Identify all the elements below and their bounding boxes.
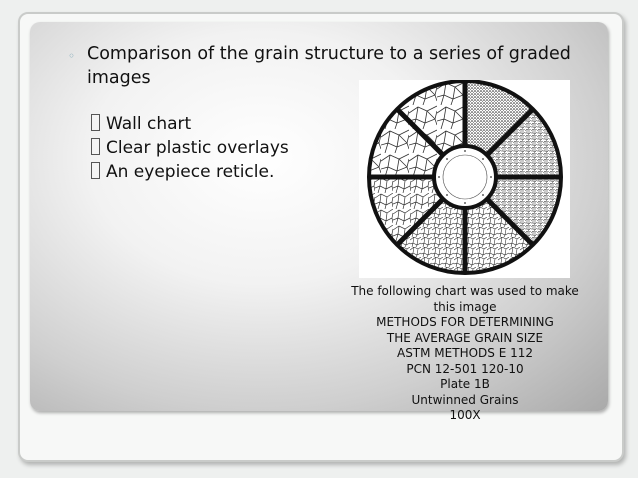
sub-bullet-icon (91, 138, 100, 155)
caption-line: 100X (449, 408, 481, 422)
sub-item-label: An eyepiece reticle. (106, 162, 275, 182)
caption-line: Plate 1B (440, 377, 490, 391)
grain-chart-svg (359, 80, 570, 278)
caption-line: this image (433, 299, 497, 314)
chart-caption (340, 284, 590, 424)
caption-line: PCN 12-501 120-10 (406, 361, 524, 376)
grain-size-chart-image (359, 80, 570, 278)
bullet-marker: ◦ (68, 49, 76, 63)
sub-bullet-icon (91, 162, 100, 179)
main-bullet-text: Comparison of the grain structure to a series of graded images (87, 44, 571, 88)
caption-line: THE AVERAGE GRAIN SIZE (386, 330, 544, 345)
sub-item-label: Wall chart (106, 114, 192, 134)
sub-bullet-icon (91, 114, 100, 131)
caption-line: ASTM METHODS E 112 (396, 346, 534, 360)
sub-item-plastic-overlays (91, 136, 289, 160)
sub-item-wall-chart (91, 112, 191, 136)
caption-line: Untwinned Grains (411, 392, 519, 407)
caption-line: The following chart was used to make (351, 284, 579, 298)
sub-item-eyepiece-reticle (91, 160, 274, 184)
caption-line: METHODS FOR DETERMINING (376, 315, 554, 329)
sub-item-label: Clear plastic overlays (106, 138, 289, 158)
